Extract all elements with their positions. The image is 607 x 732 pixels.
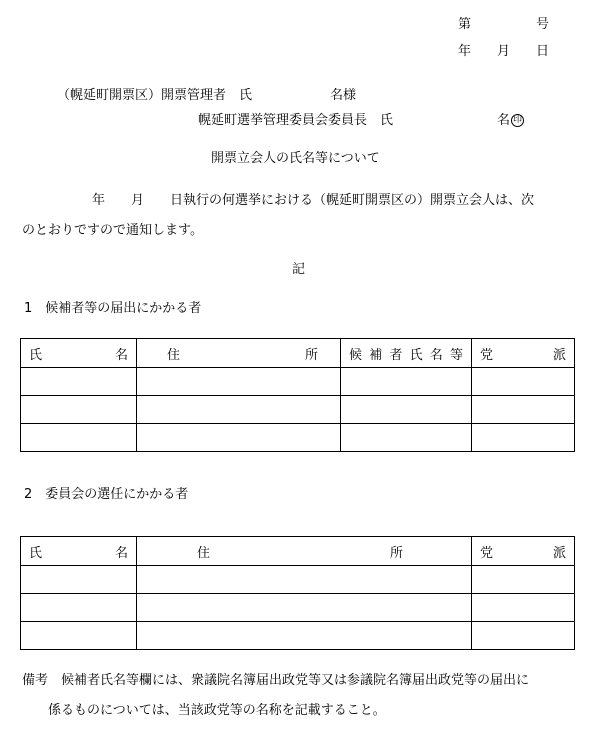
section2-header-row	[21, 537, 575, 566]
note-block	[22, 666, 597, 726]
table-row	[21, 368, 575, 396]
table-row	[21, 396, 575, 424]
col-address-header: 住 所	[137, 339, 341, 368]
col-candidate-header: 候 補 者 氏 名 等	[341, 339, 472, 368]
body-line-2: のとおりですので通知します。	[22, 223, 203, 238]
table-cell[interactable]	[21, 594, 137, 622]
table-cell[interactable]	[137, 368, 341, 396]
body-paragraph	[22, 186, 592, 246]
table-cell[interactable]	[21, 368, 137, 396]
section2-table	[20, 536, 575, 650]
table-cell[interactable]	[137, 622, 472, 650]
table-cell[interactable]	[137, 424, 341, 452]
section1-heading: 1 候補者等の届出にかかる者	[24, 301, 202, 316]
note-line-2: 係るものについては、当該政党等の名称を記載すること。	[48, 703, 386, 718]
note-line-1: 備考 候補者氏名等欄には、衆議院名簿届出政党等又は参議院名簿届出政党等の届出に	[22, 673, 530, 688]
table-cell[interactable]	[21, 396, 137, 424]
body-line-1: 年 月 日執行の何選挙における（幌延町開票区の）開票立会人は、次	[92, 193, 535, 208]
col-name-header: 氏 名	[21, 339, 137, 368]
table-cell[interactable]	[472, 594, 575, 622]
col-address-header: 住 所	[137, 537, 472, 566]
table-cell[interactable]	[341, 396, 472, 424]
table-row	[21, 594, 575, 622]
section1-header-row	[21, 339, 575, 368]
table-cell[interactable]	[472, 622, 575, 650]
table-cell[interactable]	[21, 622, 137, 650]
table-cell[interactable]	[21, 566, 137, 594]
table-cell[interactable]	[472, 368, 575, 396]
table-cell[interactable]	[472, 566, 575, 594]
table-row	[21, 566, 575, 594]
section1-table	[20, 338, 575, 452]
col-party-header: 党 派	[472, 339, 575, 368]
seal-mark: 印	[513, 115, 523, 125]
table-cell[interactable]	[137, 396, 341, 424]
document-title: 開票立会人の氏名等について	[211, 151, 380, 166]
table-cell[interactable]	[137, 566, 472, 594]
sender-text: 幌延町選挙管理委員会委員長 氏 名	[198, 113, 511, 128]
document-date-label: 年 月 日	[458, 44, 550, 59]
table-cell[interactable]	[137, 594, 472, 622]
table-row	[21, 424, 575, 452]
table-cell[interactable]	[341, 368, 472, 396]
note-label: 備考	[22, 673, 49, 688]
section2-heading: 2 委員会の選任にかかる者	[24, 487, 189, 502]
table-cell[interactable]	[21, 424, 137, 452]
ki-label: 記	[292, 262, 306, 277]
col-party-header: 党 派	[472, 537, 575, 566]
table-cell[interactable]	[472, 396, 575, 424]
table-cell[interactable]	[341, 424, 472, 452]
addressee-line: （幌延町開票区）開票管理者 氏 名様	[57, 88, 357, 103]
document-number-label: 第 号	[458, 17, 550, 32]
sender-line	[198, 113, 524, 129]
col-name-header: 氏 名	[21, 537, 137, 566]
table-cell[interactable]	[472, 424, 575, 452]
table-row	[21, 622, 575, 650]
